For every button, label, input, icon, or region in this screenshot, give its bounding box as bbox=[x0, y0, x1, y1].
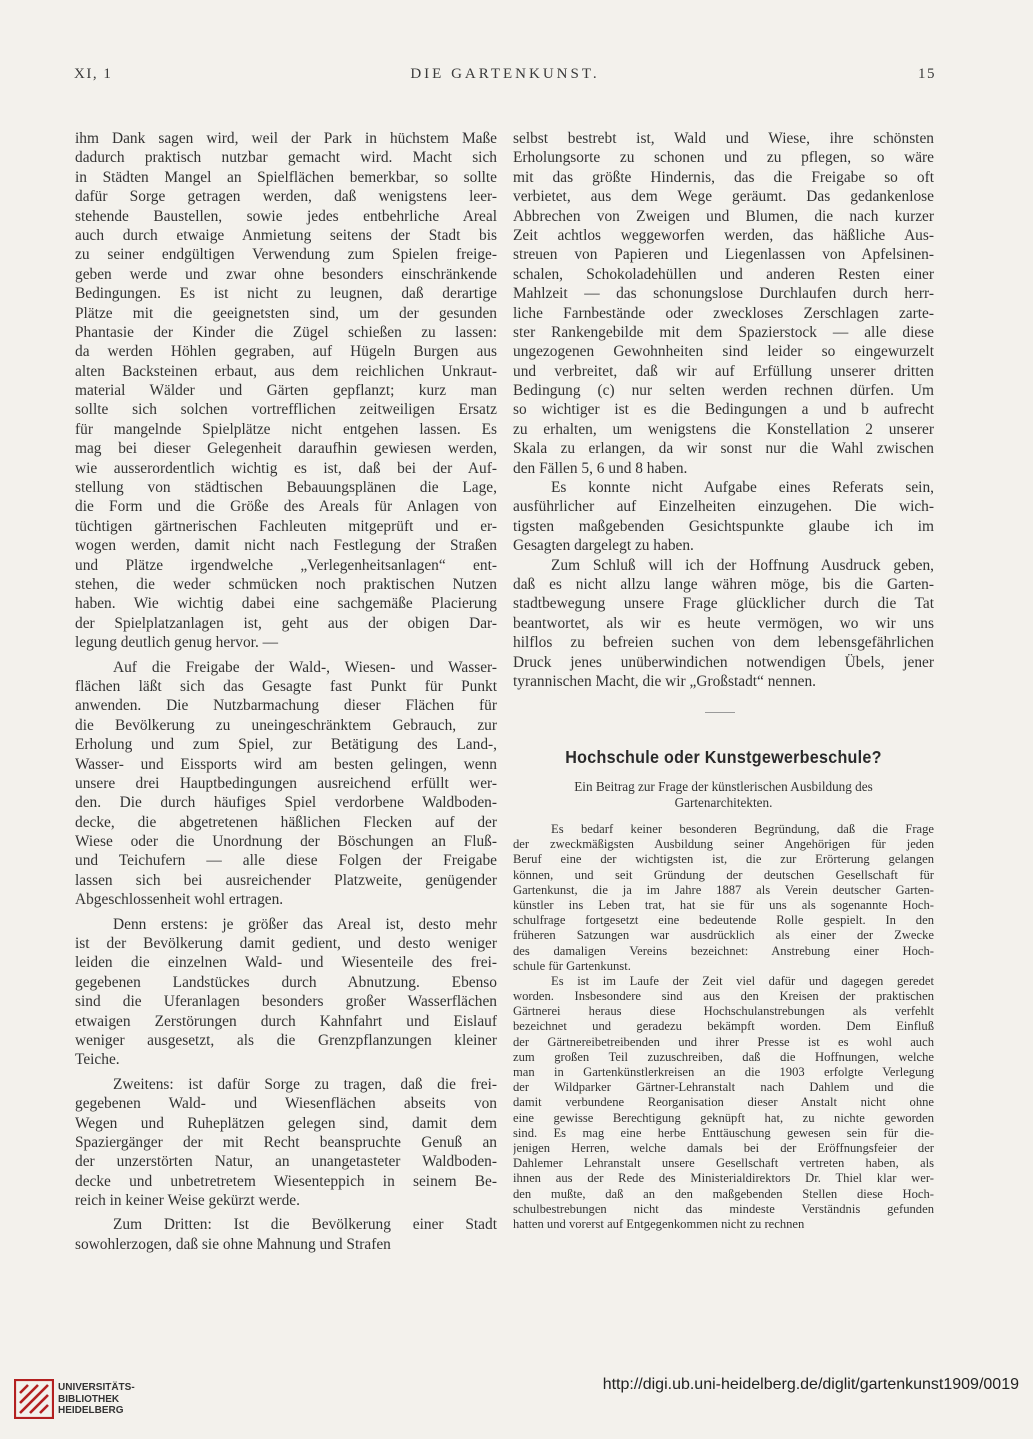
text-line: tyrannischen Macht, die wir „Großstadt“ nennen. bbox=[513, 672, 817, 690]
text-line: Abbrechen von Zweigen und Blumen, die nach kurzer bbox=[513, 207, 934, 225]
page-number: 15 bbox=[918, 66, 936, 82]
text-line: für mangelnde Spielplätze nicht entgehen lassen. Es bbox=[75, 420, 497, 438]
library-name-line: UNIVERSITÄTS- bbox=[58, 1382, 135, 1393]
text-line: können, und seit Gründung der deutschen Gesellschaft für bbox=[513, 867, 934, 882]
text-line: sind. Es mag eine herbe Enttäuschung gewesen sein für die- bbox=[513, 1125, 934, 1140]
text-line: reich in keiner Weise gekürzt werde. bbox=[75, 1192, 300, 1210]
text-line: und Plätze irgendwelche „Verlegenheitsanlagen“ ent- bbox=[75, 556, 497, 574]
text-line: Zum Schluß will ich der Hoffnung Ausdruck geben, bbox=[551, 556, 934, 574]
text-line: leiden die einzelnen Wald- und Wiesenteile des frei- bbox=[75, 954, 497, 972]
running-head bbox=[74, 66, 936, 86]
text-line: Gärtnerei heraus diese Hochschulanstrebungen als verfehlt bbox=[513, 1004, 934, 1019]
text-line: den. Die durch häufiges Spiel verdorbene Waldboden- bbox=[75, 794, 497, 812]
text-line: Zum Dritten: Ist die Bevölkerung einer Stadt bbox=[113, 1216, 497, 1234]
text-line: Wegen und Ruheplätzen gelegen sind, damit dem bbox=[75, 1114, 497, 1132]
text-line: dadurch praktisch nutzbar gemacht wird. Macht sich bbox=[75, 149, 497, 167]
text-line: ihm Dank sagen wird, weil der Park in hüchstem Maße bbox=[75, 130, 497, 147]
text-line: unsere drei Hauptbedingungen ausreichend erfüllt wer- bbox=[75, 774, 497, 792]
text-line: schulfrage fortgesetzt eine bedeutende Rolle gespielt. In den bbox=[513, 913, 934, 928]
text-line: Wasser- und Eissports wird am besten gelingen, wenn bbox=[75, 755, 497, 773]
text-line: alten Backsteinen erbaut, aus dem reichlichen Unkraut- bbox=[75, 362, 497, 380]
text-line: Abgeschlossenheit wohl ertragen. bbox=[75, 891, 284, 909]
text-line: Wiese oder die Unordnung der Böschungen an Fluß- bbox=[75, 833, 497, 851]
text-line: zu erhalten, um wenigstens die Konstellation 2 unserer bbox=[513, 420, 934, 438]
text-line: die Form und die Größe des Areals für Anlagen von bbox=[75, 498, 497, 516]
text-line: Erholung und zum Spiel, zur Betätigung des Land-, bbox=[75, 736, 497, 754]
text-line: der Spielplatzanlagen ist, geht aus der obigen Dar- bbox=[75, 614, 497, 632]
text-line: anwenden. Die Nutzbarmachung dieser Flächen für bbox=[75, 697, 497, 715]
source-url[interactable]: http://digi.ub.uni-heidelberg.de/diglit/gartenkunst1909/0019 bbox=[602, 1376, 1019, 1393]
text-line: der Wildparker Gärtner-Lehranstalt nach Dahlem und die bbox=[513, 1080, 934, 1095]
text-line: etwaigen Zerstörungen durch Kahnfahrt und Eislauf bbox=[75, 1012, 497, 1030]
text-line: flächen läßt sich das Gesagte fast Punkt für Punkt bbox=[75, 677, 497, 695]
text-line: bezeichnet und geradezu bekämpft worden. Dem Einfluß bbox=[513, 1019, 934, 1034]
text-line: jenigen Herren, welche damals bei der Eröffnungsfeier der bbox=[513, 1140, 934, 1155]
article-subtitle-line: Ein Beitrag zur Frage der künstlerischen Ausbildung des bbox=[574, 779, 873, 794]
text-line: stehende Baustellen, sowie jedes entbehrliche Areal bbox=[75, 207, 497, 225]
text-line: ihnen aus der Rede des Ministerialdirektors Dr. Thiel klar wer- bbox=[513, 1171, 934, 1186]
text-line: wie ausserordentlich wichtig es ist, daß bei der Auf- bbox=[75, 459, 497, 477]
text-line: früheren Satzungen war ausdrücklich als einer der Zwecke bbox=[513, 928, 934, 943]
text-line: Auf die Freigabe der Wald-, Wiesen- und Wasser- bbox=[113, 658, 497, 676]
text-line: schule für Gartenkunst. bbox=[513, 958, 631, 973]
journal-title: DIE GARTENKUNST. bbox=[410, 66, 600, 82]
text-line: schulbestrebungen nicht das mindeste Verständnis gefunden bbox=[513, 1201, 934, 1216]
text-line: stellung von städtischen Bebauungsplänen die Lage, bbox=[75, 479, 497, 497]
text-line: streuen von Papieren und Liegenlassen von Apfelsinen- bbox=[513, 246, 934, 264]
text-line: tigsten maßgebenden Gesichtspunkte glaube ich im bbox=[513, 517, 934, 535]
text-line: dafür Sorge getragen werden, daß wenigstens leer- bbox=[75, 188, 497, 206]
text-line: material Wälder und Gärten gepflanzt; kurz man bbox=[75, 382, 497, 400]
text-line: ungezogenen Gewohnheiten sind leider so eingewurzelt bbox=[513, 343, 934, 361]
text-line: liche Farnbestände oder zweckloses Zerschlagen zarte- bbox=[513, 304, 934, 322]
text-line: Druck jenes unüberwindichen notwendigen Übels, jener bbox=[513, 653, 934, 671]
text-line: der unzerstörten Natur, an unangetasteter Waldboden- bbox=[75, 1153, 497, 1171]
right-text-column bbox=[513, 129, 934, 691]
text-line: der Gärtnereibetreibenden und ihrer Presse ist es wohl auch bbox=[513, 1034, 934, 1049]
article-subtitle bbox=[513, 779, 934, 810]
text-line: den Fällen 5, 6 und 8 haben. bbox=[513, 459, 688, 477]
library-seal-icon bbox=[14, 1379, 54, 1419]
text-line: Beruf eine der wichtigsten ist, die zur Erörterung gelangen bbox=[513, 852, 934, 867]
text-line: Teiche. bbox=[75, 1051, 120, 1069]
text-line: Bedingungen. Es ist nicht zu leugnen, daß derartige bbox=[75, 285, 497, 303]
text-line: Erholungsorte zu schonen und zu pflegen, so wäre bbox=[513, 149, 934, 167]
article-title: Hochschule oder Kunstgewerbeschule? bbox=[565, 747, 882, 767]
text-line: Phantasie der Kinder die Zügel schießen zu lassen: bbox=[75, 323, 497, 341]
text-line: Mahlzeit — das schonungslose Durchlaufen durch herr- bbox=[513, 285, 934, 303]
text-line: daß es nicht allzu lange währen möge, bis die Garten- bbox=[513, 575, 934, 593]
text-line: haben. Wie wichtig dabei eine sachgemäße Placierung bbox=[75, 595, 497, 613]
text-line: Denn erstens: je größer das Areal ist, desto mehr bbox=[113, 915, 497, 933]
text-line: Bedingung (c) nur selten werden rechnen dürfen. Um bbox=[513, 382, 934, 400]
text-line: ausführlicher auf Einzelheiten einzugehen. Die wich- bbox=[513, 498, 934, 516]
text-line: zum großen Teil zuzuschreiben, daß die Hoffnungen, welche bbox=[513, 1049, 934, 1064]
text-line: künstler ins Leben trat, hat sie für uns als sogenannte Hoch- bbox=[513, 897, 934, 912]
text-line: ster Rankengebilde mit dem Spazierstock — alle diese bbox=[513, 323, 934, 341]
text-line: ist der Bevölkerung damit gedient, und desto weniger bbox=[75, 935, 497, 953]
text-line: in Städten Mangel an Spielflächen bemerkbar, so sollte bbox=[75, 168, 497, 186]
text-line: legung deutlich genug hervor. — bbox=[75, 634, 279, 652]
text-line: Gartenkunst, die ja im Jahre 1887 als Verein deutscher Garten- bbox=[513, 882, 934, 897]
text-line: auch durch etwaige Anmietung seitens der Stadt bis bbox=[75, 226, 497, 244]
text-line: schalen, Schokoladehüllen und anderen Resten einer bbox=[513, 265, 934, 283]
text-line: und verbreitet, daß wir auf Erfüllung unserer dritten bbox=[513, 362, 934, 380]
text-line: sind die Uferanlagen besonders großer Wasserflächen bbox=[75, 993, 497, 1011]
text-line: Es bedarf keiner besonderen Begründung, daß die Frage bbox=[551, 822, 934, 836]
text-line: selbst bestrebt ist, Wald und Wiese, ihre schönsten bbox=[513, 130, 934, 147]
left-text-column bbox=[75, 129, 497, 1254]
text-line: man in Gartenkünstlerkreisen an die 1903 erfolgte Verlegung bbox=[513, 1065, 934, 1079]
text-line: wogen werden, damit nicht nach Festlegung der Straßen bbox=[75, 537, 497, 555]
text-line: sowohlerzogen, daß sie ohne Mahnung und Strafen bbox=[75, 1235, 391, 1253]
text-line: stehen, die weder schmücken noch praktischen Nutzen bbox=[75, 575, 497, 593]
text-line: verbietet, aus dem Wege geräumt. Das gedankenlose bbox=[513, 188, 934, 206]
text-line: sollte sich solchen vortrefflichen zeitweiligen Ersatz bbox=[75, 401, 497, 419]
article-body bbox=[513, 822, 934, 1232]
text-line: gegebenen Wald- und Wiesenflächen abseits von bbox=[75, 1095, 497, 1113]
text-line: worden. Insbesondere sind aus den Kreisen der praktischen bbox=[513, 989, 934, 1004]
text-line: decke, die abgetretenen häßlichen Flecken auf der bbox=[75, 813, 497, 831]
text-line: Zeit achtlos weggeworfen werden, das häßliche Aus- bbox=[513, 226, 934, 244]
text-line: Dahlemer Lehranstalt unsere Gesellschaft vertreten haben, als bbox=[513, 1156, 934, 1171]
text-line: Skala zu erlangen, da wir sonst nur die Wahl zwischen bbox=[513, 440, 934, 458]
library-name-line: HEIDELBERG bbox=[58, 1405, 124, 1416]
volume-number: XI, 1 bbox=[74, 66, 113, 82]
text-line: des damaligen Vereins bezeichnet: Anstrebung einer Hoch- bbox=[513, 943, 934, 958]
section-divider bbox=[705, 712, 735, 713]
library-name-line: BIBLIOTHEK bbox=[58, 1393, 120, 1405]
text-line: Plätze mit die geeignetsten sind, um der gesunden bbox=[75, 304, 497, 322]
text-line: weniger ausgesetzt, als die Grenzpflanzungen kleiner bbox=[75, 1031, 497, 1049]
text-line: da werden Höhlen gegraben, auf Hügeln Burgen aus bbox=[75, 343, 497, 361]
text-line: hilflos zu befreien suchen von dem lebensgefährlichen bbox=[513, 634, 934, 652]
library-name bbox=[58, 1382, 135, 1417]
text-line: Spaziergänger der mit Recht beanspruchte Genuß an bbox=[75, 1133, 497, 1151]
text-line: decke und unbetretretem Wiesenteppich in seinem Be- bbox=[75, 1172, 497, 1190]
text-line: eine gewisse Berechtigung geknüpft hat, zu nichte geworden bbox=[513, 1110, 934, 1125]
text-line: den mußte, daß an den maßgebenden Stellen diese Hoch- bbox=[513, 1186, 934, 1201]
text-line: Gesagten dargelegt zu haben. bbox=[513, 537, 694, 555]
library-logo[interactable] bbox=[14, 1379, 154, 1425]
text-line: Es ist im Laufe der Zeit viel dafür und dagegen geredet bbox=[551, 973, 934, 988]
text-line: damit verbundene Reorganisation dieser Anstalt nicht ohne bbox=[513, 1095, 934, 1110]
text-line: lassen sich bei ausreichender Platzweite, genügender bbox=[75, 871, 497, 889]
text-line: mit das größte Hindernis, das die Freigabe so oft bbox=[513, 168, 934, 186]
text-line: Zweitens: ist dafür Sorge zu tragen, daß die frei- bbox=[113, 1075, 497, 1093]
text-line: zu seiner endgültigen Verwendung zum Spielen freige- bbox=[75, 246, 497, 264]
text-line: gegebenen Landstückes durch Abnutzung. Ebenso bbox=[75, 973, 497, 991]
article-subtitle-line: Gartenarchitekten. bbox=[674, 794, 773, 810]
text-line: beantwortet, als wir es heute vermögen, wo wir uns bbox=[513, 614, 934, 632]
text-line: so wichtiger ist es die Bedingungen a und b aufrecht bbox=[513, 401, 934, 419]
text-line: tüchtigen gärtnerischen Fachleuten mitgeprüft und er- bbox=[75, 517, 497, 535]
text-line: Es konnte nicht Aufgabe eines Referats sein, bbox=[551, 479, 934, 497]
text-line: der zweckmäßigsten Ausbildung seiner Angehörigen für jeden bbox=[513, 837, 934, 852]
text-line: stadtbewegung unsere Frage glücklicher durch die Tat bbox=[513, 595, 934, 613]
text-line: und Teichufern — alle diese Folgen der Freigabe bbox=[75, 852, 497, 870]
text-line: die Bevölkerung zu uneingeschränktem Gebrauch, zur bbox=[75, 716, 497, 734]
text-line: geben werde und zwar ohne besonders einschränkende bbox=[75, 265, 497, 283]
text-line: hatten und vorerst auf Entgegenkommen nicht zu rechnen bbox=[513, 1216, 805, 1231]
text-line: mag bei dieser Gelegenheit daraufhin gewiesen werden, bbox=[75, 440, 497, 458]
